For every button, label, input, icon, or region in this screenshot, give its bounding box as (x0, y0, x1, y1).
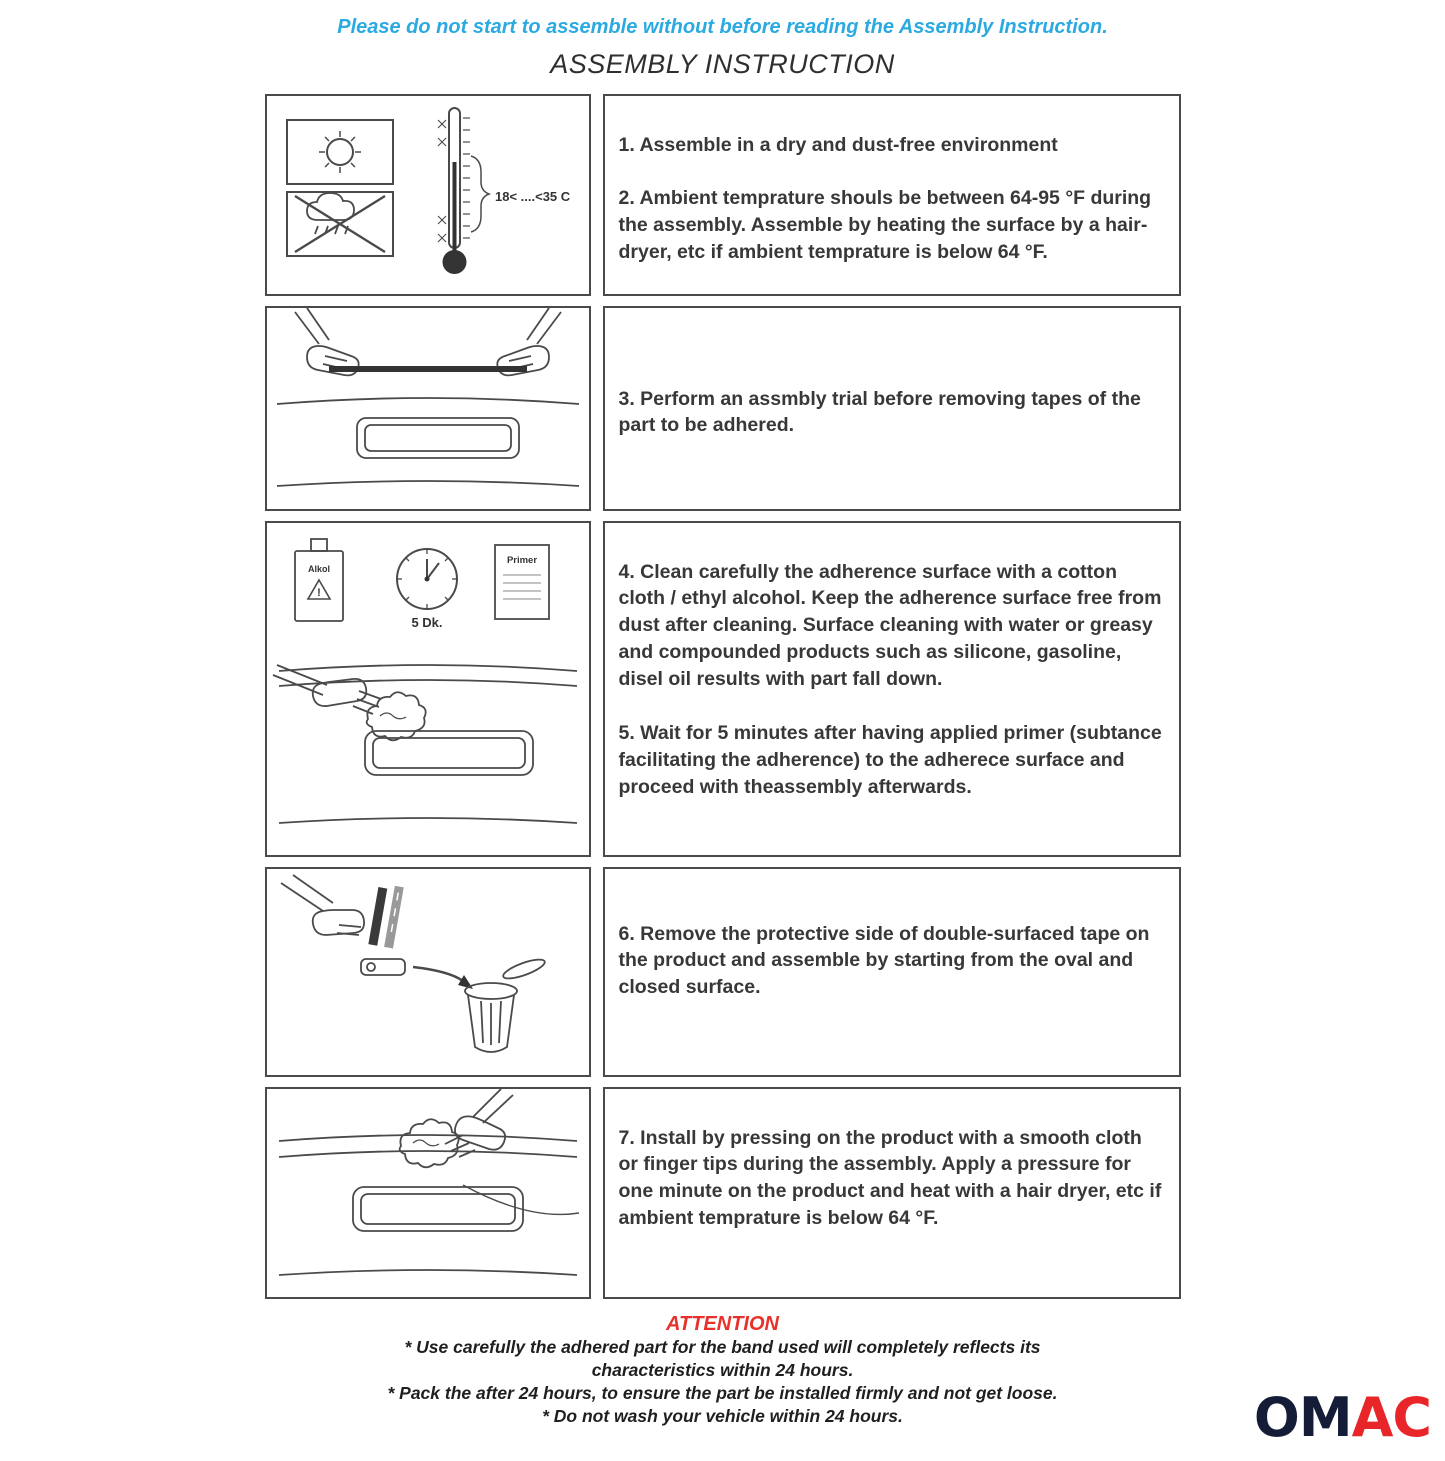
instruction-text-1 (603, 94, 1181, 296)
step-4-text: 4. Clean carefully the adherence surface with a cotton cloth / ethyl alcohol. Keep the adherence surface free from dust after cleaning. Surface cleaning with water or greasy and compounded products such as silicone, gasoline, disel oil results with part fall down. (618, 560, 1162, 691)
step-3-text: 3. Perform an assmbly trial before removing tapes of the part to be adhered. (618, 387, 1141, 437)
bottle-label: Alkol (307, 564, 330, 574)
assembly-instruction-page (0, 16, 1445, 1449)
instruction-row-temperature (265, 94, 1181, 296)
instruction-row-trial (265, 306, 1181, 511)
instruction-text-5 (603, 1087, 1181, 1299)
step-1-text: 1. Assemble in a dry and dust-free environment (618, 133, 1058, 156)
tape-figure (265, 867, 591, 1077)
tailgate-surface (277, 398, 579, 486)
cleaning-illustration (267, 523, 589, 855)
thermometer-icon (438, 108, 470, 274)
omac-logo (1253, 1386, 1431, 1449)
primer-label: Primer (506, 555, 537, 566)
step-7-text: 7. Install by pressing on the product with a smooth cloth or finger tips during the assembly. Apply a pressure for one minute on the product and heat with a hair dryer, etc if ambient temprature is below 64 °F. (618, 1126, 1162, 1230)
clock-label: 5 Dk. (410, 615, 443, 630)
instruction-text-3 (603, 521, 1181, 857)
step-6-text: 6. Remove the protective side of double-surfaced tape on the product and assemble by starting from the oval and closed surface. (618, 922, 1150, 999)
instruction-row-cleaning (265, 521, 1181, 857)
pressing-hand-icon (445, 1089, 513, 1157)
sun-frame (287, 120, 393, 184)
header-warning: Please do not start to assemble without before reading the Assembly Instruction. (337, 16, 1108, 38)
no-rain-icon (295, 193, 385, 252)
wiping-hand-icon (273, 665, 381, 714)
trash-can-icon (465, 956, 547, 1052)
omac-logo-ac: AC (1351, 1386, 1431, 1449)
sun-icon (319, 131, 361, 173)
cloth-icon (399, 1119, 458, 1167)
tailgate-surface (279, 1135, 577, 1275)
instruction-row-install (265, 1087, 1181, 1299)
omac-logo-om: OM (1253, 1386, 1352, 1449)
peeling-hand-icon (281, 875, 364, 935)
instruction-table (265, 94, 1181, 1299)
instruction-text-4 (603, 867, 1181, 1077)
step-5-text: 5. Wait for 5 minutes after having applied primer (subtance facilitating the adherence) to the adherece surface and proceed with theassembly afterwards. (618, 722, 1162, 798)
attention-note-line: * Use carefully the adhered part for the band used will completely reflects its (404, 1337, 1041, 1357)
left-hand-icon (295, 308, 359, 375)
tape-removal-illustration (267, 869, 589, 1075)
tape-strips-icon (368, 883, 403, 948)
attention-title: ATTENTION (666, 1313, 779, 1335)
temperature-illustration (267, 96, 589, 294)
attention-section (0, 1313, 1445, 1428)
right-hand-icon (497, 308, 561, 375)
install-press-illustration (267, 1089, 589, 1297)
install-figure (265, 1087, 591, 1299)
motion-line (463, 1185, 579, 1214)
range-brace (471, 156, 489, 232)
temperature-figure (265, 94, 591, 296)
alcohol-bottle-icon (295, 539, 343, 621)
trim-strip (329, 366, 527, 372)
cleaning-figure (265, 521, 591, 857)
bottle-warning-mark: ! (316, 587, 321, 599)
attention-note-line: * Pack the after 24 hours, to ensure the part be installed firmly and not get loose. (387, 1383, 1058, 1404)
cloth-icon (366, 692, 425, 740)
step-2-text: 2. Ambient temprature shouls be between 64-95 °F during the assembly. Assemble by heating the surface by a hair-dryer, etc if ambient temprature is below 64 °F. (618, 187, 1152, 264)
page-title: ASSEMBLY INSTRUCTION (550, 49, 895, 79)
instruction-text-2 (603, 306, 1181, 511)
tailgate-surface (279, 665, 577, 823)
trial-figure (265, 306, 591, 511)
part-icon (361, 959, 405, 975)
temperature-range-label: 18< ....<35 C (494, 189, 570, 204)
clock-icon (397, 549, 457, 609)
instruction-row-tape (265, 867, 1181, 1077)
assembly-trial-illustration (267, 308, 589, 509)
attention-note-line: * Do not wash your vehicle within 24 hours. (542, 1406, 903, 1427)
attention-note-line: characteristics within 24 hours. (591, 1360, 854, 1381)
arrow-icon (413, 967, 463, 981)
